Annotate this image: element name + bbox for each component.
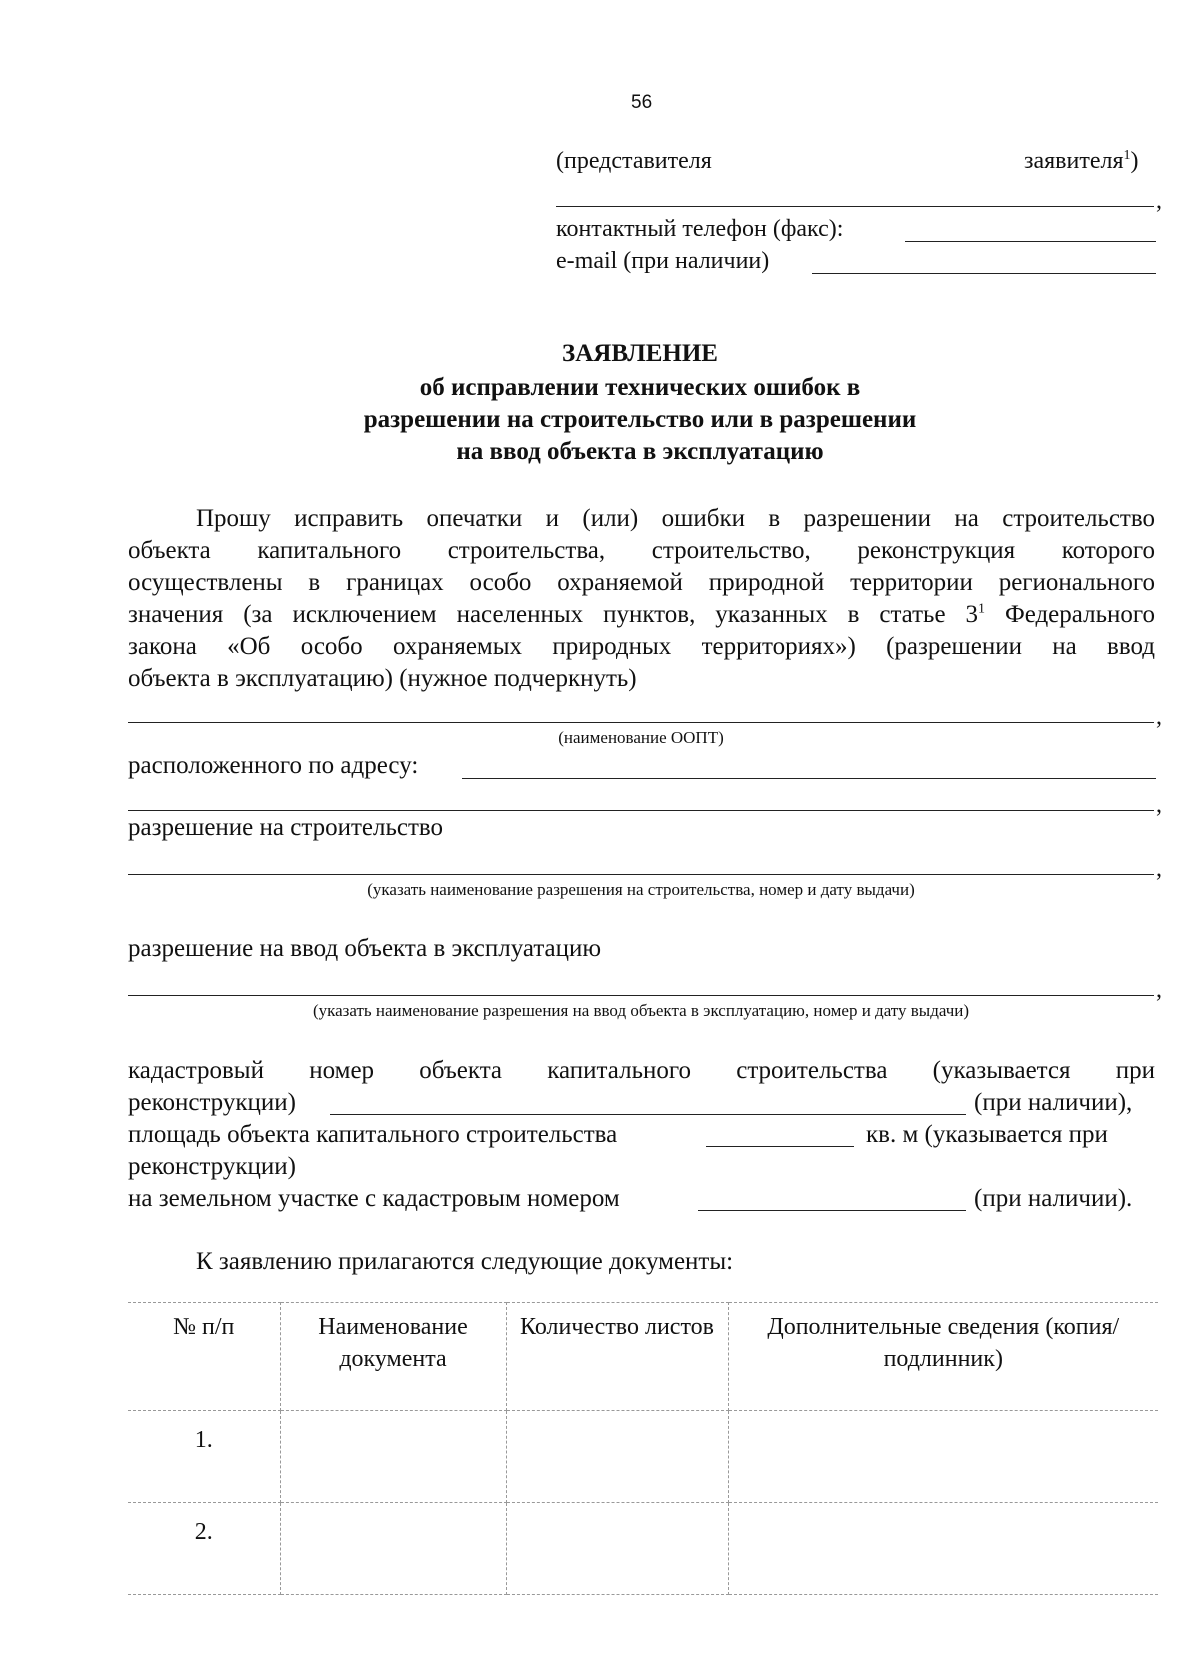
- phone-field[interactable]: [905, 241, 1156, 242]
- document-name-cell[interactable]: [280, 1411, 506, 1503]
- table-row: [128, 1411, 1158, 1503]
- body-line-2: объекта капитального строительства, строительство, реконструкция которого: [128, 537, 1155, 564]
- col-name-header: Наименование документа: [280, 1303, 506, 1411]
- title-line-3: на ввод объекта в эксплуатацию: [456, 438, 824, 465]
- representative-comma: ,: [1156, 188, 1162, 214]
- oopt-caption: (наименование ООПТ): [558, 728, 724, 747]
- additional-info-cell[interactable]: [728, 1411, 1158, 1503]
- close-paren: ): [1130, 148, 1139, 174]
- permit-comma: ,: [1156, 856, 1162, 882]
- commission-label: разрешение на ввод объекта в эксплуатацию: [128, 935, 602, 962]
- body-line-6: объекта в эксплуатацию) (нужное подчеркнуть): [128, 665, 637, 692]
- email-label: e-mail (при наличии): [556, 248, 770, 274]
- permit-field[interactable]: [128, 874, 1154, 875]
- row-number: 1.: [128, 1411, 280, 1503]
- phone-label: контактный телефон (факс):: [556, 216, 844, 242]
- land-plot-field[interactable]: [698, 1210, 966, 1211]
- permit-label: разрешение на строительство: [128, 814, 444, 841]
- sheets-count-cell[interactable]: [506, 1503, 728, 1595]
- commission-comma: ,: [1156, 977, 1162, 1003]
- area-label: площадь объекта капитального строительства: [128, 1121, 618, 1148]
- body-line-4a: значения (за исключением населенных пунктов, указанных в статье 3: [128, 601, 978, 628]
- applicant-word: заявителя: [1024, 148, 1124, 174]
- additional-info-cell[interactable]: [728, 1503, 1158, 1595]
- land-plot-note: (при наличии).: [974, 1185, 1133, 1212]
- page-number: 56: [631, 92, 653, 113]
- address-comma: ,: [1156, 792, 1162, 818]
- title-line-2: разрешении на строительство или в разрешении: [363, 406, 917, 433]
- body-line-3: осуществлены в границах особо охраняемой природной территории регионального: [128, 569, 1155, 596]
- cadastral-line-1: кадастровый номер объекта капитального строительства (указывается при: [128, 1057, 1155, 1084]
- col-number-header: № п/п: [128, 1303, 280, 1411]
- body-line-1: Прошу исправить опечатки и (или) ошибки в разрешении на строительство: [196, 505, 1155, 532]
- address-field[interactable]: [462, 778, 1156, 779]
- attachments-table: [128, 1302, 1158, 1595]
- title-heading: ЗАЯВЛЕНИЕ: [562, 340, 718, 367]
- title-line-1: об исправлении технических ошибок в: [419, 374, 861, 401]
- land-plot-label: на земельном участке с кадастровым номером: [128, 1185, 620, 1212]
- cadastral-note: (при наличии),: [974, 1089, 1133, 1116]
- table-header-row: [128, 1303, 1158, 1411]
- body-line-4: [128, 601, 1155, 629]
- body-line-5: закона «Об особо охраняемых природных территориях») (разрешении на ввод: [128, 633, 1155, 660]
- address-field-2[interactable]: [128, 810, 1154, 811]
- representative-label-right: [1024, 148, 1139, 175]
- area-field[interactable]: [706, 1146, 854, 1147]
- footnote-mark: 1: [1123, 148, 1131, 163]
- area-note: реконструкции): [128, 1153, 296, 1180]
- oopt-comma: ,: [1156, 704, 1162, 730]
- email-field[interactable]: [812, 273, 1156, 274]
- table-row: [128, 1503, 1158, 1595]
- cadastral-label: реконструкции): [128, 1089, 296, 1116]
- body-line-4b: Федерального: [985, 601, 1155, 628]
- address-label: расположенного по адресу:: [128, 752, 419, 779]
- attachments-intro: К заявлению прилагаются следующие документы:: [196, 1248, 734, 1275]
- body-superscript: 1: [978, 601, 985, 617]
- area-unit: кв. м (указывается при: [866, 1121, 1108, 1148]
- oopt-name-field[interactable]: [128, 722, 1154, 723]
- sheets-count-cell[interactable]: [506, 1411, 728, 1503]
- representative-label-left: (представителя: [556, 148, 712, 174]
- commission-field[interactable]: [128, 995, 1154, 996]
- cadastral-number-field[interactable]: [330, 1114, 966, 1115]
- permit-caption: (указать наименование разрешения на строительства, номер и дату выдачи): [367, 880, 915, 899]
- representative-line[interactable]: [556, 206, 1154, 207]
- col-info-header: Дополнительные сведения (копия/подлинник): [728, 1303, 1158, 1411]
- col-sheets-header: Количество листов: [506, 1303, 728, 1411]
- document-name-cell[interactable]: [280, 1503, 506, 1595]
- row-number: 2.: [128, 1503, 280, 1595]
- commission-caption: (указать наименование разрешения на ввод объекта в эксплуатацию, номер и дату выдачи): [312, 1001, 970, 1020]
